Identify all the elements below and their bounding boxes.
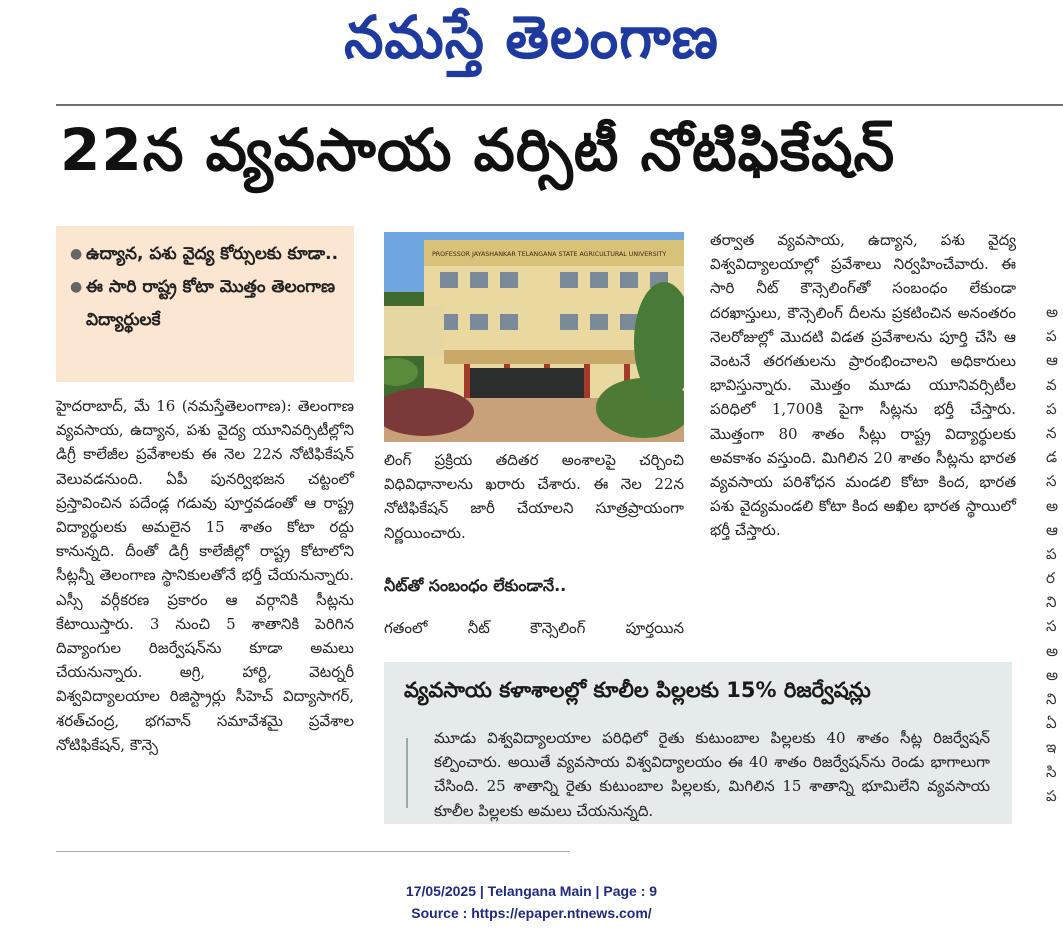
article-column-2-continued (384, 616, 684, 640)
article-column-1 (56, 394, 354, 757)
column-text: గతంలో నీట్ కౌన్సెలింగ్ పూర్తయిన (384, 619, 684, 637)
box-text: మూడు విశ్వవిద్యాలయాల పరిధిలో రైతు కుటుంబాల పిల్లలకు 40 శాతం సీట్ల రిజర్వేషన్ కల్పించారు. అయితే వ్యవసాయ విశ్వవిద్యాలయం ఈ 40 శాతం రిజర్వేషన్‌ను రెండు భాగాలుగా చేసింది. 25 శాతాన్ని రైతు కుటుంబాల పిల్లలకు, మిగిలిన 15 శాతాన్ని భూమిలేని వ్యవసాయ కూలీల పిల్లలకు అమలు చేయనున్నది. (434, 729, 990, 820)
text-fragment: అ (1046, 665, 1059, 684)
bullet-icon: ● (70, 246, 83, 262)
text-fragment: ఆ (1046, 520, 1058, 539)
column-bottom-rule (56, 851, 570, 852)
building-sign: PROFESSOR JAYASHANKAR TELANGANA STATE AGRICULTURAL UNIVERSITY (432, 251, 667, 258)
article-headline: 22న వ్యవసాయ వర్సిటీ నోటిఫికేషన్ (60, 116, 896, 184)
university-photo (384, 232, 684, 442)
highlight-text: ఉద్యాన, పశు వైద్య కోర్సులకు కూడా.. (86, 244, 339, 264)
article-column-3 (710, 228, 1016, 543)
article-column-2 (384, 448, 684, 545)
box-accent-rule (406, 738, 408, 808)
text-fragment: డ (1046, 448, 1058, 467)
text-fragment: ఇ (1046, 738, 1057, 757)
text-fragment: అ (1046, 303, 1059, 321)
text-fragment: వ (1046, 375, 1057, 394)
column-text: లింగ్ ప్రక్రియ తదితర అంశాలపై చర్చించి విధివిధానాలను ఖరారు చేశారు. ఈ నెల 22న నోటిఫికేషన్ జారీ చేయాలని సూత్రప్రాయంగా నిర్ణయించారు. (384, 451, 684, 542)
highlight-item (70, 238, 344, 271)
text-fragment: ని (1046, 593, 1057, 612)
university-building-image (384, 232, 684, 442)
text-fragment: స (1046, 472, 1057, 491)
adjacent-article-edge (1046, 300, 1063, 840)
text-fragment: ప (1046, 399, 1057, 418)
column-text: హైదరాబాద్, మే 16 (నమస్తేతెలంగాణ): తెలంగాణ వ్యవసాయ, ఉద్యాన, పశు వైద్య యూనివర్సిటీల్లోని డిగ్రీ కాలేజీల ప్రవేశాలకు ఈ నెల 22న నోటిఫికేషన్ వెలువడనుంది. ఏపీ పునర్విభజన చట్టంలో ప్రస్తావించిన పదేండ్ల గడువు పూర్తవడంతో ఆ రాష్ట్ర విద్యార్థులకు అమలైన 15 శాతం కోటా రద్దు కానున్నది. దీంతో డిగ్రీ కాలేజీల్లో రాష్ట్ర కోటాలోని సీట్లన్నీ తెలంగాణ స్థానికులతోనే భర్తీ చేయనున్నారు. ఎస్సీ వర్గీకరణ ప్రకారం ఆ వర్గానికి సీట్లను కేటాయిస్తారు. 3 నుంచి 5 శాతానికి పెరిగిన దివ్యాంగుల రిజర్వేషన్‌ను కూడా అమలు చేయనున్నారు. అగ్రి, హార్టి, వెటర్నరీ విశ్వవిద్యాలయాల రిజిస్ట్రార్లు సీహెచ్ విద్యాసాగర్, శరత్‌చంద్ర, భగవాన్ సమావేశమై ప్రవేశాల నోటిఫికేషన్, కౌన్సె (56, 397, 354, 754)
text-fragment: ఏ (1046, 714, 1057, 733)
text-fragment: ని (1046, 690, 1057, 708)
masthead (0, 0, 1063, 104)
text-fragment: సి (1046, 762, 1057, 781)
text-fragment: అ (1046, 641, 1059, 660)
text-fragment: ప (1046, 786, 1057, 805)
text-fragment: న (1046, 423, 1057, 442)
bullet-icon: ● (70, 279, 83, 295)
highlights-box (56, 226, 354, 382)
text-fragment: ప (1046, 544, 1057, 563)
box-heading: వ్యవసాయ కళాశాలల్లో కూలీల పిల్లలకు 15% రిజర్వేషన్లు (404, 678, 871, 702)
masthead-divider (56, 104, 1063, 106)
section-subheading: నీట్‌తో సంబంధం లేకుండానే.. (384, 576, 567, 595)
edition-info: 17/05/2025 | Telangana Main | Page : 9 (405, 883, 658, 899)
text-fragment: ప (1046, 327, 1057, 346)
text-fragment: ర (1046, 569, 1055, 588)
text-fragment: అ (1046, 496, 1059, 515)
page-footer (0, 880, 1063, 924)
highlight-item (70, 271, 344, 337)
reservation-sidebar-box (384, 662, 1012, 824)
highlight-text: ఈ సారి రాష్ట్ర కోటా మొత్తం తెలంగాణ విద్యార్థులకే (86, 277, 335, 330)
text-fragment: స (1046, 617, 1057, 636)
source-link[interactable]: Source : https://epaper.ntnews.com/ (411, 905, 652, 921)
newspaper-logo: నమస్తే తెలంగాణ (344, 4, 719, 73)
text-fragment: ఆ (1046, 351, 1058, 370)
column-text: తర్వాత వ్యవసాయ, ఉద్యాన, పశు వైద్య విశ్వవిద్యాలయాల్లో ప్రవేశాలు నిర్వహించేవారు. ఈ సారి నీట్ కౌన్సెలింగ్‌తో సంబంధం లేకుండా దరఖాస్తులు, కౌన్సెలింగ్ దీలను ప్రకటించిన అనంతరం నెలరోజుల్లో మొదటి విడత ప్రవేశాలను పూర్తి చేసి ఆ వెంటనే తరగతులను ప్రారంభించాలని అధికారులు భావిస్తున్నారు. మొత్తం మూడు యూనివర్సిటీల పరిధిలో 1,700కి పైగా సీట్లను భర్తీ చేస్తారు. మొత్తంగా 80 శాతం సీట్లు రాష్ట్ర విద్యార్థులకు అవకాశం వస్తుంది. మిగిలిన 20 శాతం సీట్లను భారత వ్యవసాయ పరిశోధన మండలి కోటా కింద, భారత పశు వైద్యమండలి కోటా కింద అఖిల భారత స్థాయిలో భర్తీ చేస్తారు. (710, 231, 1016, 540)
